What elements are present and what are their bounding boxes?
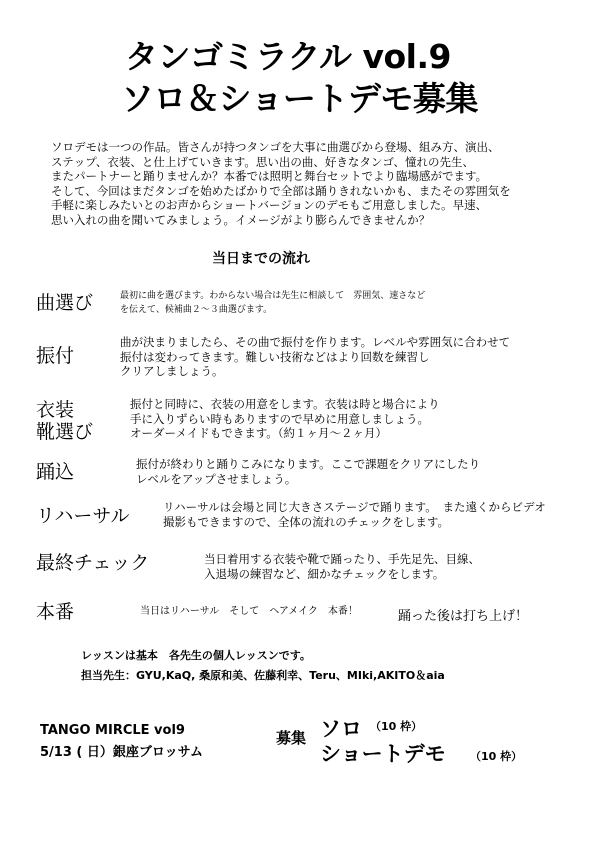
- intro-line: ソロデモは一つの作品。皆さんが持つタンゴを大事に曲選びから登場、組み方、演出、: [51, 140, 500, 154]
- flow-heading: 当日までの流れ: [212, 251, 310, 267]
- intro-line: ステップ、衣装、と仕上げていきます。思い出の曲、好きなタンゴ、憧れの先生、: [51, 154, 474, 169]
- step-label-shoes: 靴選び: [36, 421, 94, 443]
- step-desc-line: 撮影もできますので、全体の流れのチェックをします。: [163, 514, 450, 529]
- intro-line: 手軽に楽しみたいとのお声からショートバージョンのデモもご用意しました。早速、: [51, 198, 488, 212]
- intro-line: そして、今回はまだタンゴを始めたばかりで全部は踊りきれないかも、またその雰囲気を: [51, 183, 511, 198]
- step-desc-line: オーダーメイドもできます。（約１ヶ月～２ヶ月）: [130, 426, 388, 440]
- event-date: 5/13 ( 日）銀座ブロッサム: [40, 745, 203, 760]
- step-desc-line: クリアしましょう。: [120, 364, 224, 378]
- step-label-rehearsal: リハーサル: [36, 505, 130, 527]
- step-desc-line: を伝えて、候補曲２～３曲選びます。: [120, 305, 273, 315]
- intro-line: またパートナーと踊りませんか？本番では照明と舞台セットでより臨場感がでます。: [51, 169, 488, 183]
- step-desc-line: 振付が終わりと踊りこみになります。ここで課題をクリアにしたり: [136, 457, 481, 471]
- step-desc-line: 入退場の練習など、細かなチェックをします。: [204, 566, 445, 581]
- step-label-performance: 本番: [36, 601, 75, 623]
- step-desc-performance: 当日はリハーサル そして ヘアメイク 本番！: [140, 606, 358, 617]
- step-desc-line: 当日着用する衣装や靴で踊ったり、手先足先、目線、: [204, 552, 480, 566]
- step-desc-choreography: [120, 335, 510, 379]
- step-label-final-check: 最終チェック: [36, 552, 150, 574]
- step-desc-rehearsal: [163, 500, 546, 529]
- teachers-list: 担当先生：GYU,KaQ, 桑原和美、佐藤利幸、Teru、MIki,AKITO＆aia: [81, 669, 445, 682]
- solo-label: ソロ: [320, 717, 362, 741]
- solo-slots: （10 枠）: [370, 720, 423, 733]
- step-desc-line: 最初に曲を選びます。わからない場合は先生に相談して 雰囲気、速さなど: [120, 291, 426, 301]
- lesson-note: レッスンは基本 各先生の個人レッスンです。: [81, 649, 311, 662]
- step-desc-practice: [136, 457, 480, 486]
- step-label-practice: 踊込: [36, 461, 75, 483]
- step-desc-line: 振付と同時に、衣装の用意をします。衣装は時と場合により: [130, 397, 440, 411]
- step-label-choreography: 振付: [36, 345, 75, 367]
- title-line-1: タンゴミラクル vol.9: [125, 37, 451, 76]
- intro-line: 思い入れの曲を聞いてみましょう。イメージがより膨らんできませんか？: [51, 212, 431, 227]
- after-party-note: 踊った後は打ち上げ！: [398, 609, 529, 624]
- step-label-costume: 衣装: [36, 399, 75, 421]
- step-desc-line: レベルをアップさせましょう。: [136, 471, 297, 486]
- recruit-label: 募集: [276, 729, 307, 747]
- step-label-song-selection: 曲選び: [36, 292, 94, 314]
- intro-paragraph: [51, 140, 511, 227]
- short-demo-label: ショートデモ: [320, 742, 446, 766]
- event-name: TANGO MIRCLE vol9: [40, 723, 185, 738]
- step-desc-line: 手に入りずらい時もありますので早めに用意しましょう。: [130, 411, 429, 426]
- short-demo-slots: （10 枠）: [470, 750, 523, 763]
- title-line-2: ソロ＆ショートデモ募集: [121, 79, 478, 118]
- step-desc-costume: [130, 397, 440, 441]
- step-desc-line: リハーサルは会場と同じ大きさステージで踊ります。 また遠くからビデオ: [163, 500, 546, 514]
- step-desc-song-selection: [120, 289, 425, 317]
- step-desc-line: 振付は変わってきます。難しい技術などはより回数を練習し: [120, 349, 430, 364]
- step-desc-line: 曲が決まりましたら、その曲で振付を作ります。レベルや雰囲気に合わせて: [120, 335, 511, 349]
- step-desc-final-check: [204, 552, 480, 581]
